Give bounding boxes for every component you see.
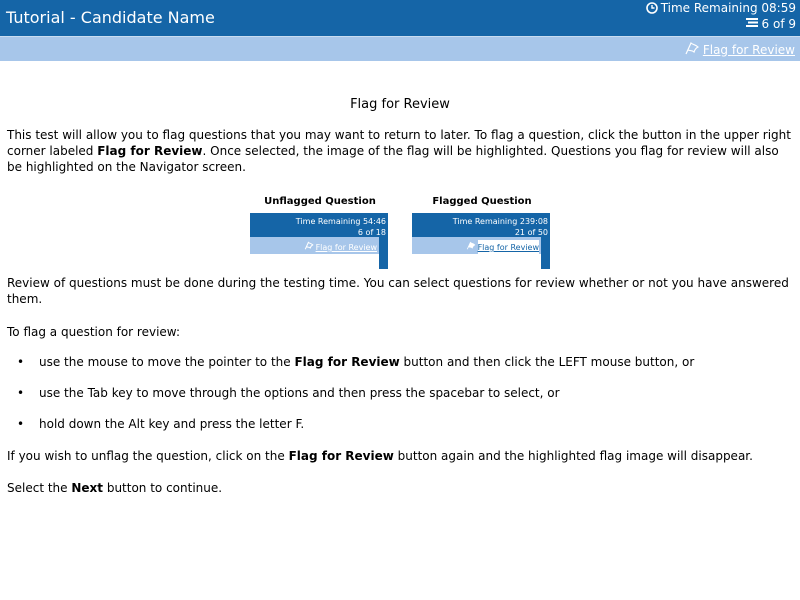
list-item: • use the mouse to move the pointer to the Flag for Review button and then click the LEFT mouse button, or xyxy=(7,354,793,370)
flag-icon xyxy=(466,240,476,256)
intro-paragraph: This test will allow you to flag questions that you may want to return to later. To flag a question, click the button in the upper right corner labeled Flag for Review. Once selected, the image of the flag will be highlighted. Questions you flag for review will also be highlighted on the Navigator screen. xyxy=(7,128,791,174)
app-title: Tutorial - Candidate Name xyxy=(6,8,215,27)
figure-caption: Unflagged Question xyxy=(264,196,376,207)
flag-for-review-keyword: Flag for Review xyxy=(97,144,203,158)
title-bar xyxy=(0,0,800,36)
time-remaining xyxy=(646,1,796,15)
page-title: Flag for Review xyxy=(350,97,450,112)
time-remaining-text: Time Remaining 08:59 xyxy=(660,1,796,15)
continue-paragraph: Select the Next button to continue. xyxy=(7,481,223,495)
example-count: 6 of 18 xyxy=(357,228,386,237)
flag-for-review-label: Flag for Review xyxy=(702,42,795,57)
instruction-list xyxy=(7,354,793,432)
flag-for-review-button[interactable] xyxy=(684,41,795,58)
clock-icon xyxy=(646,2,658,14)
example-flag-button: Flag for Review xyxy=(304,240,377,256)
question-counter xyxy=(745,17,796,31)
flagged-example-image xyxy=(412,213,550,269)
unflagged-example-image xyxy=(250,213,388,269)
question-counter-text: 6 of 9 xyxy=(761,17,796,31)
example-time: Time Remaining 54:46 xyxy=(295,217,386,226)
flagged-example xyxy=(412,194,552,269)
example-time: Time Remaining 239:08 xyxy=(452,217,548,226)
review-paragraph: Review of questions must be done during the testing time. You can select questions for review whether or not you have answered them. xyxy=(7,276,789,306)
how-to-heading: To flag a question for review: xyxy=(7,325,181,339)
list-item: • hold down the Alt key and press the letter F. xyxy=(7,416,793,432)
example-count: 21 of 50 xyxy=(514,228,548,237)
list-item: • use the Tab key to move through the options and then press the spacebar to select, or xyxy=(7,385,793,401)
tutorial-content xyxy=(7,97,793,496)
list-icon xyxy=(745,17,759,31)
flag-icon xyxy=(304,240,314,256)
action-bar xyxy=(0,36,800,61)
unflag-paragraph: If you wish to unflag the question, click on the Flag for Review button again and the highlighted flag image will disappear. xyxy=(7,449,753,463)
unflagged-example xyxy=(250,194,390,269)
figure-caption: Flagged Question xyxy=(432,196,532,207)
example-figures xyxy=(7,175,793,275)
example-flag-button-highlighted: Flag for Review xyxy=(466,240,539,256)
flag-icon xyxy=(684,41,700,58)
